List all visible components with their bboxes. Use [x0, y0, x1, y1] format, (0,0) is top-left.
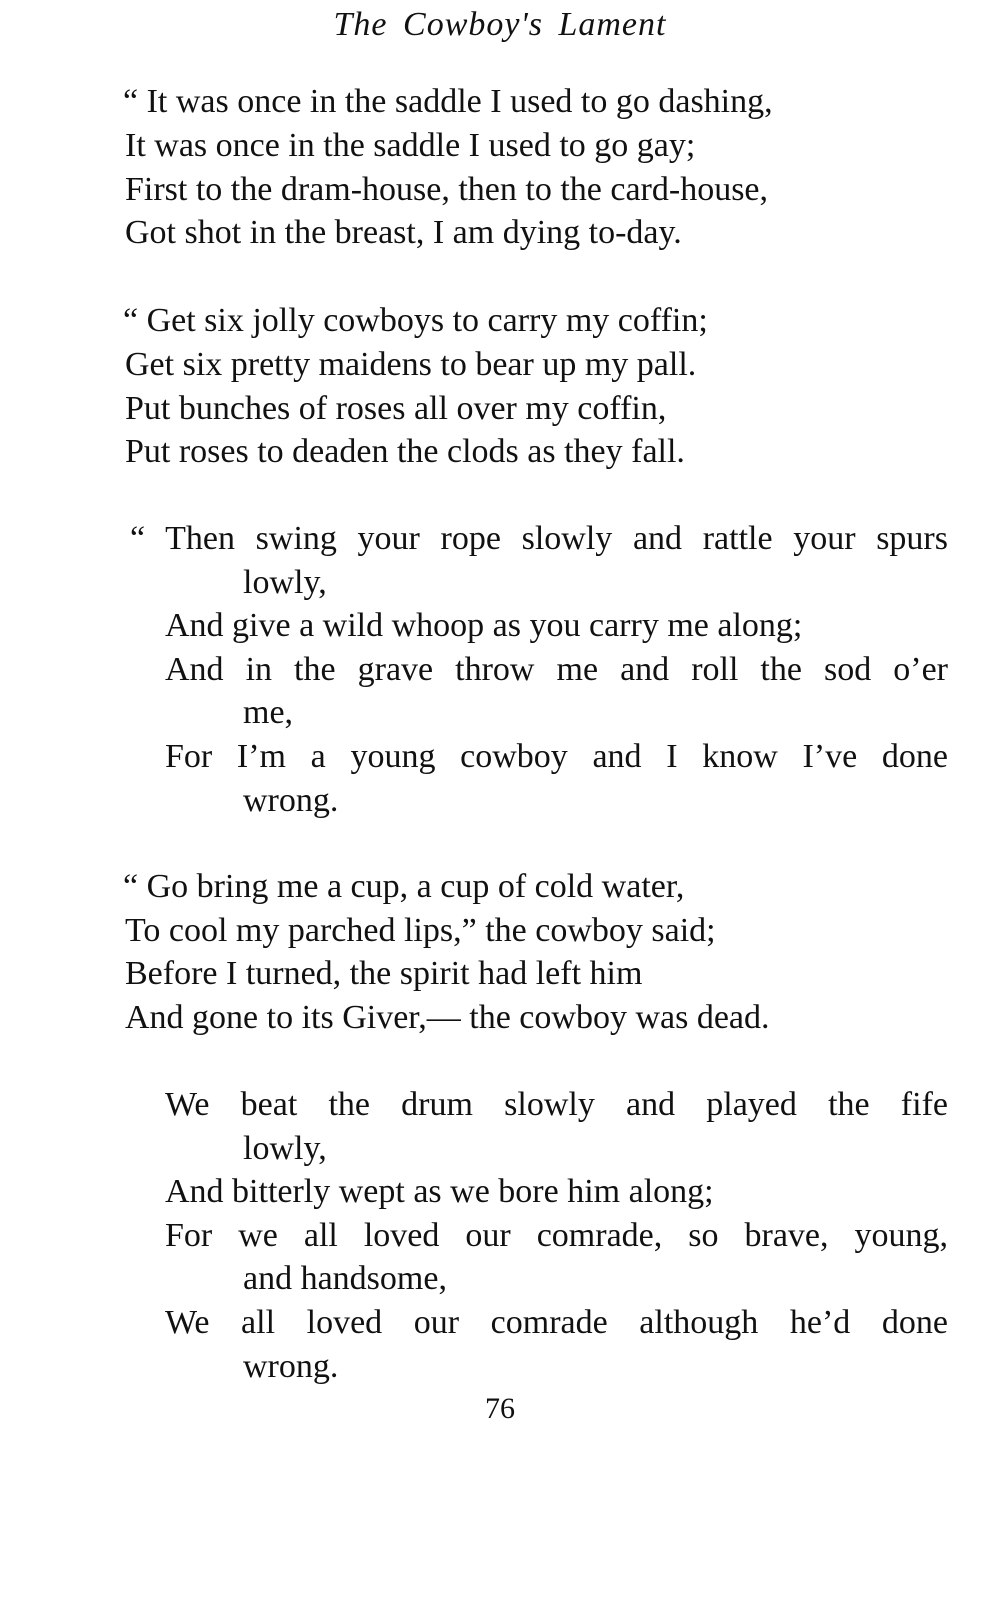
verse-line-continuation: me, [243, 694, 294, 731]
verse-line: We all loved our comrade although he’d done [165, 1304, 948, 1341]
verse-line: We beat the drum slowly and played the fife [165, 1086, 948, 1123]
verse-line: Put bunches of roses all over my coffin, [125, 390, 667, 427]
verse-line: And gone to its Giver,— the cowboy was dead. [125, 999, 770, 1036]
verse-line: “ Go bring me a cup, a cup of cold water, [123, 868, 685, 905]
verse-line: It was once in the saddle I used to go gay; [125, 127, 696, 164]
verse-line: And in the grave throw me and roll the sod o’er [165, 651, 948, 688]
verse-line: “ Get six jolly cowboys to carry my coffin; [123, 302, 708, 339]
verse-line-continuation: and handsome, [243, 1260, 447, 1297]
verse-line: Put roses to deaden the clods as they fall. [125, 433, 685, 470]
verse-line: For we all loved our comrade, so brave, young, [165, 1217, 948, 1254]
page-title: The Cowboy's Lament [333, 6, 667, 43]
verse-line: “ Then swing your rope slowly and rattle your spurs [130, 520, 948, 557]
verse-line: To cool my parched lips,” the cowboy said; [125, 912, 716, 949]
page-number: 76 [485, 1392, 515, 1425]
verse-line: First to the dram-house, then to the card-house, [125, 171, 769, 208]
verse-line: Got shot in the breast, I am dying to-day. [125, 214, 682, 251]
verse-line: And bitterly wept as we bore him along; [165, 1173, 714, 1210]
verse-line-continuation: lowly, [243, 564, 327, 601]
verse-line: Get six pretty maidens to bear up my pall. [125, 346, 697, 383]
verse-line: “ It was once in the saddle I used to go dashing, [123, 83, 773, 120]
verse-line-continuation: wrong. [243, 782, 339, 819]
verse-line: For I’m a young cowboy and I know I’ve done [165, 738, 948, 775]
verse-line: And give a wild whoop as you carry me along; [165, 607, 803, 644]
verse-line-continuation: wrong. [243, 1348, 339, 1385]
verse-line-continuation: lowly, [243, 1130, 327, 1167]
verse-line: Before I turned, the spirit had left him [125, 955, 643, 992]
